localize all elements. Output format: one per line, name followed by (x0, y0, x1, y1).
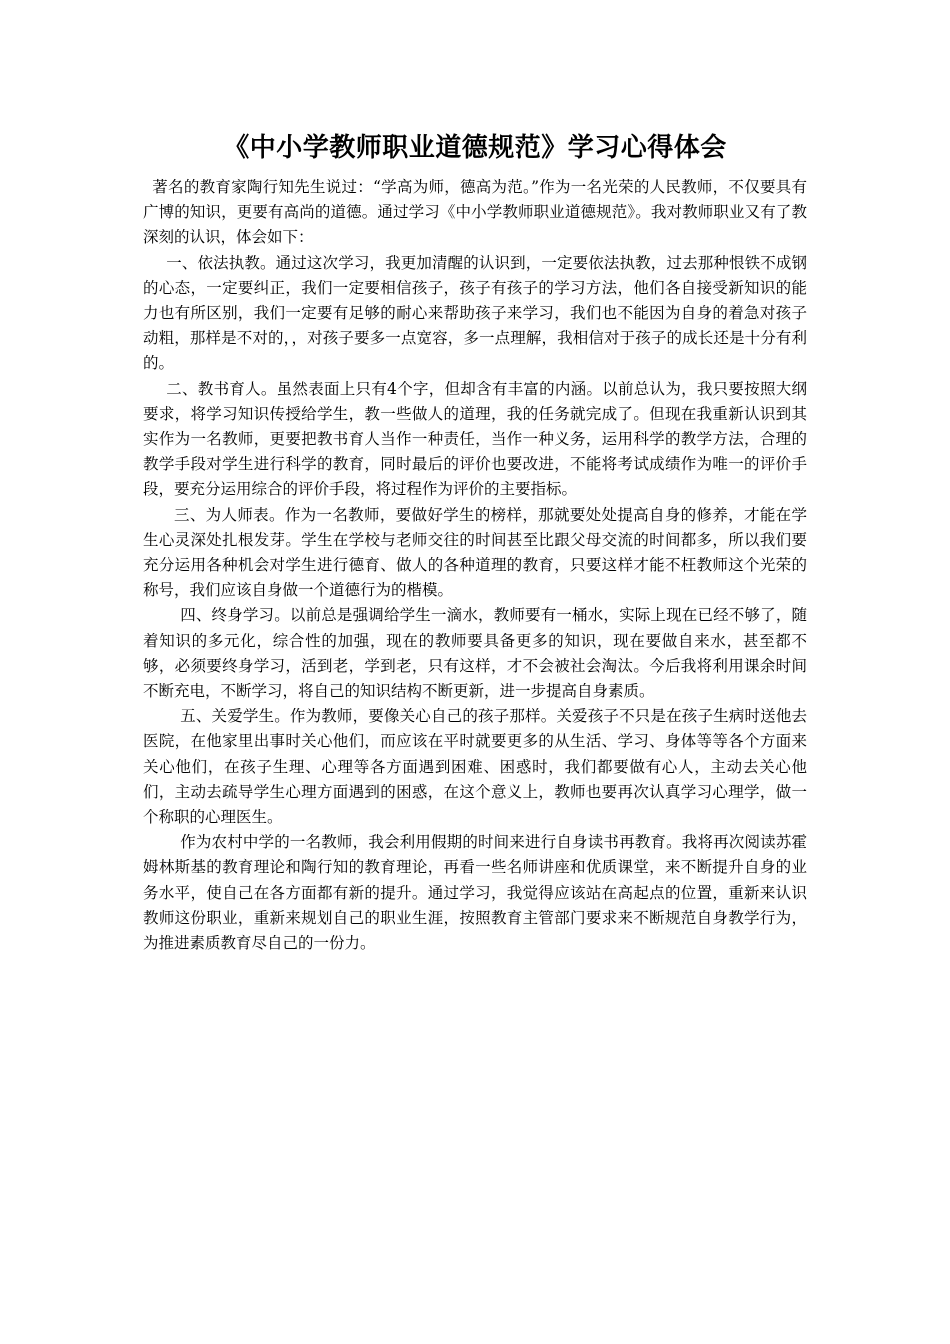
paragraph-conclusion: 作为农村中学的一名教师，我会利用假期的时间来进行自身读书再教育。我将再次阅读苏霍姆林斯基的教育理论和陶行知的教育理论，再看一些名师讲座和优质课堂，来不断提升自身的业务水平，使自己在各方面都有新的提升。通过学习，我觉得应该站在高起点的位置，重新来认识教师这份职业，重新来规划自己的职业生涯，按照教育主管部门要求来不断规范自身教学行为，为推进素质教育尽自己的一份力。 (143, 833, 807, 953)
paragraph-intro: 著名的教育家陶行知先生说过：“学高为师，德高为范。”作为一名光荣的人民教师，不仅要具有广博的知识，更要有高尚的道德。通过学习《中小学教师职业道德规范》。我对教师职业又有了教深刻的认识，体会如下： (143, 178, 807, 247)
paragraph-care-students: 五、关爱学生。作为教师，要像关心自己的孩子那样。关爱孩子不只是在孩子生病时送他去医院，在他家里出事时关心他们，而应该在平时就要更多的从生活、学习、身体等等各个方面来关心他们，在孩子生理、心理等各方面遇到困难、困惑时，我们都要做有心人，主动去关心他们，主动去疏导学生心理方面遇到的困惑，在这个意义上，教师也要再次认真学习心理学，做一个称职的心理医生。 (143, 707, 807, 827)
paragraph-role-model: 三、为人师表。作为一名教师，要做好学生的榜样，那就要处处提高自身的修养，才能在学生心灵深处扎根发芽。学生在学校与老师交往的时间甚至比跟父母交流的时间都多，所以我们要充分运用各种机会对学生进行德育、做人的各种道理的教育，只要这样才能不枉教师这个光荣的称号，我们应该自身做一个道德行为的楷模。 (143, 505, 807, 600)
document-body (143, 175, 807, 956)
paragraph-teaching-educating: 二、教书育人。虽然表面上只有4个字，但却含有丰富的内涵。以前总认为，我只要按照大纲要求，将学习知识传授给学生，教一些做人的道理，我的任务就完成了。但现在我重新认识到其实作为一名教师，更要把教书育人当作一种责任，当作一种义务，运用科学的教学方法，合理的教学手段对学生进行科学的教育，同时最后的评价也要改进，不能将考试成绩作为唯一的评价手段，要充分运用综合的评价手段，将过程作为评价的主要指标。 (143, 379, 807, 499)
paragraph-lifelong-learning: 四、终身学习。以前总是强调给学生一滴水，教师要有一桶水，实际上现在已经不够了，随着知识的多元化，综合性的加强，现在的教师要具备更多的知识，现在要做自来水，甚至都不够，必须要终身学习，活到老，学到老，只有这样，才不会被社会淘汰。今后我将利用课余时间不断充电，不断学习，将自己的知识结构不断更新，进一步提高自身素质。 (143, 606, 807, 701)
document-title: 《中小学教师职业道德规范》学习心得体会 (223, 133, 727, 163)
paragraph-law-teaching: 一、依法执教。通过这次学习，我更加清醒的认识到，一定要依法执教，过去那种恨铁不成钢的心态，一定要纠正，我们一定要相信孩子，孩子有孩子的学习方法，他们各自接受新知识的能力也有所区别，我们一定要有足够的耐心来帮助孩子来学习，我们也不能因为自身的着急对孩子动粗，那样是不对的，，对孩子要多一点宽容，多一点理解，我相信对于孩子的成长还是十分有利的。 (143, 253, 807, 373)
